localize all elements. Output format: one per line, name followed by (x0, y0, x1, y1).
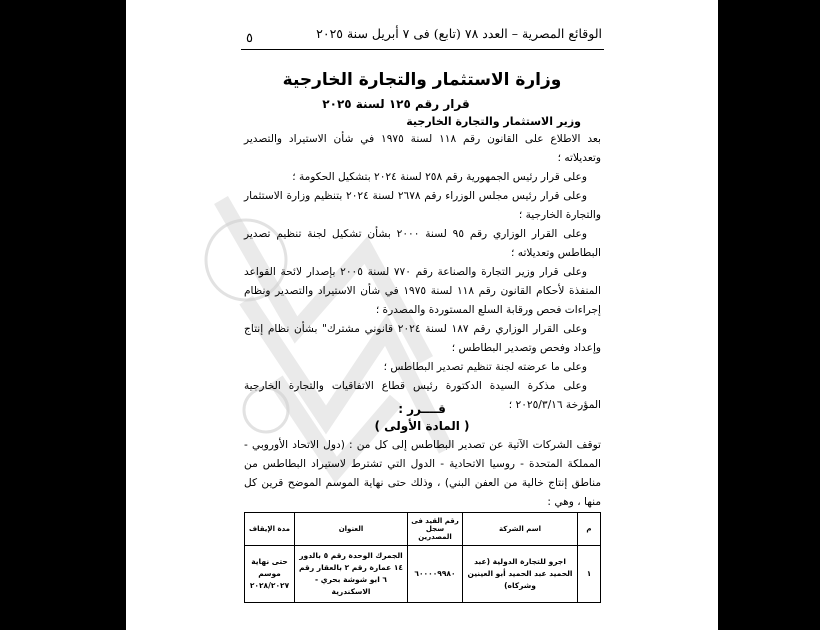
preamble-paragraph: وعلى القرار الوزاري رقم ٩٥ لسنة ٢٠٠٠ بشأن تشكيل لجنة تنظيم تصدير البطاطس وتعديلاته ؛ (244, 228, 601, 259)
ministry-title: وزارة الاستثمار والتجارة الخارجية (282, 70, 562, 90)
minister-heading: وزير الاستثمار والتجارة الخارجية (406, 115, 581, 128)
preamble-paragraph: وعلى مذكرة السيدة الدكتورة رئيس قطاع الاتفاقيات والتجارة الخارجية المؤرخة ٢٠٢٥/٣/١٦ ؛ (244, 380, 601, 411)
preamble-paragraph: وعلى قرار رئيس الجمهورية رقم ٢٥٨ لسنة ٢٠٢٤ بتشكيل الحكومة ؛ (292, 171, 587, 183)
document-page (126, 0, 718, 630)
preamble-paragraph: وعلى القرار الوزاري رقم ١٨٧ لسنة ٢٠٢٤ قانوني مشترك" بشأن نظام إنتاج وإعداد وفحص وتصدير البطاطس ؛ (244, 323, 601, 354)
cell-company: اجرو للتجارة الدولية (عبد الحميد عبد الحميد أبو العينين وشركاه) (463, 546, 578, 603)
decided-heading: قــــرر : (398, 402, 446, 416)
column-header-number: م (578, 513, 601, 546)
column-header-period: مدة الإيقاف (245, 513, 295, 546)
header-divider (241, 49, 604, 50)
article-one-text: توقف الشركات الآتية عن تصدير البطاطس إلى كل من : (دول الاتحاد الأوروبي - المملكة المتحدة - روسيا الاتحادية - الدول التي تشترط لاستيراد البطاطس من مناطق إنتاج خالية من العفن البني) ، وذلك حتى نهاية الموسم الموضح قرين كل منها ، وهي : (244, 439, 601, 508)
column-header-registry: رقم القيد فى سجل المصدرين (408, 513, 463, 546)
table-header-row (245, 513, 601, 546)
decree-title: قرار رقم ١٢٥ لسنة ٢٠٢٥ (322, 97, 470, 111)
cell-registry: ٦٠٠٠٠٩٩٨٠ (408, 546, 463, 603)
preamble-paragraph: وعلى ما عرضته لجنة تنظيم تصدير البطاطس ؛ (383, 361, 587, 373)
suspended-companies-table (244, 512, 601, 603)
gazette-header: الوقائع المصرية – العدد ٧٨ (تابع) فى ٧ أبريل سنة ٢٠٢٥ (316, 26, 602, 41)
cell-address: الجمرك الوحدة رقم ٥ بالدور ١٤ عمارة رقم ٢ بالعقار رقم ٦ ابو شوشة بحري - الاسكندرية (295, 546, 408, 603)
preamble-paragraph: بعد الاطلاع على القانون رقم ١١٨ لسنة ١٩٧٥ في شأن الاستيراد والتصدير وتعديلاته ؛ (244, 133, 601, 164)
cell-period: حتى نهاية موسم ٢٠٢٨/٢٠٢٧ (245, 546, 295, 603)
cell-number: ١ (578, 546, 601, 603)
preamble-paragraph: وعلى قرار رئيس مجلس الوزراء رقم ٢٦٧٨ لسنة ٢٠٢٤ بتنظيم وزارة الاستثمار والتجارة الخارجية ؛ (244, 190, 601, 221)
preamble-paragraph: وعلى قرار وزير التجارة والصناعة رقم ٧٧٠ لسنة ٢٠٠٥ بإصدار لائحة القواعد المنفذة لأحكام القانون رقم ١١٨ لسنة ١٩٧٥ في شأن الاستيراد والتصدير ونظام إجراءات فحص ورقابة السلع المستوردة والمصدرة ؛ (244, 266, 601, 316)
column-header-company: اسم الشركة (463, 513, 578, 546)
column-header-address: العنوان (295, 513, 408, 546)
article-one-heading: ( المادة الأولى ) (374, 419, 470, 433)
page-number: ٥ (246, 31, 253, 46)
preamble (244, 130, 601, 415)
table-row (245, 546, 601, 603)
